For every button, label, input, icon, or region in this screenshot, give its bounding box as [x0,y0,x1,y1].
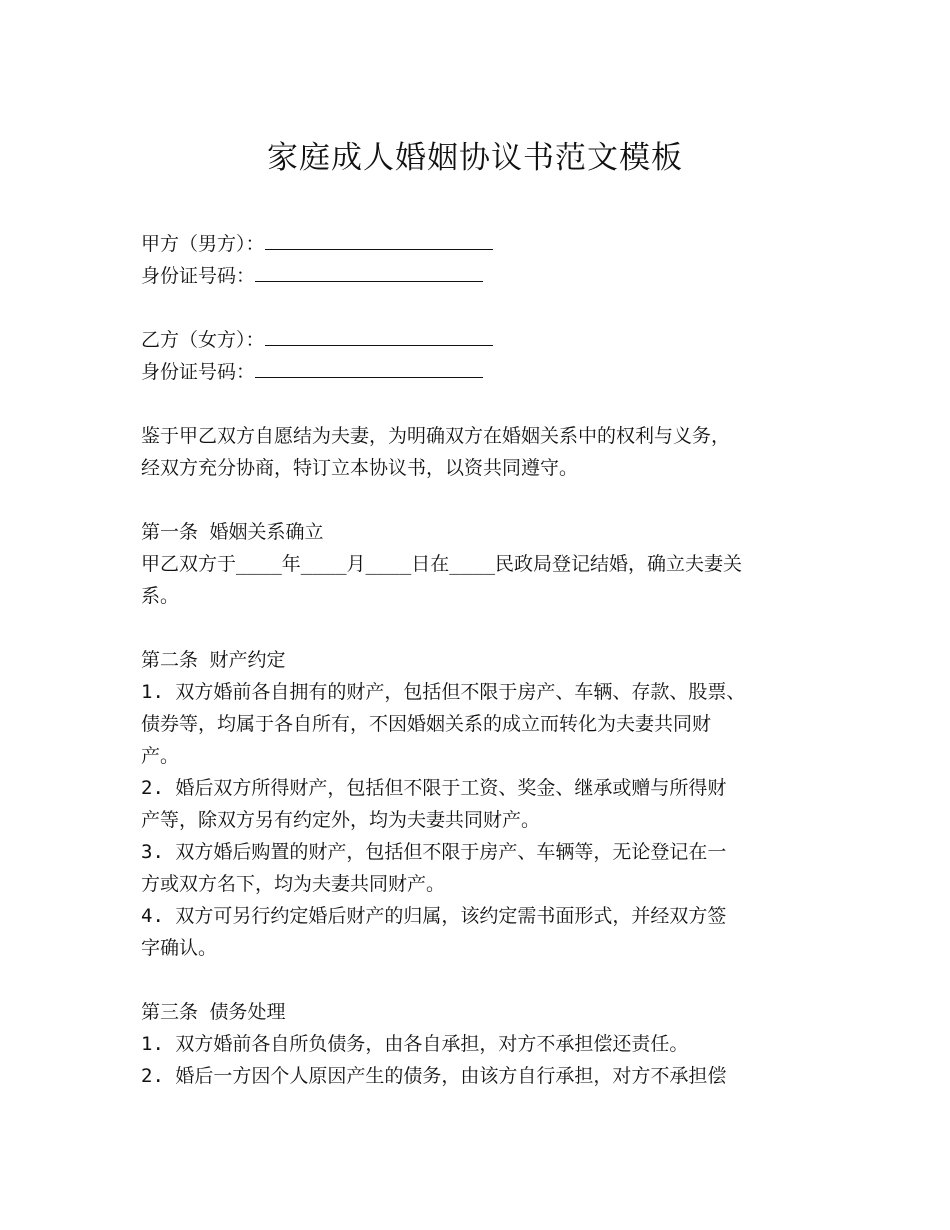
party-b-name-blank[interactable] [265,325,493,346]
party-b-id-line [141,356,841,388]
article-2-line: 3. 双方婚后购置的财产，包括但不限于房产、车辆等，无论登记在一 [141,841,727,863]
article-2-line: 产等，除双方另有约定外，均为夫妻共同财产。 [141,809,541,831]
article-3-line: 1. 双方婚前各自所负债务，由各自承担，对方不承担偿还责任。 [141,1033,689,1055]
article-2-heading: 第二条 财产约定 [141,649,286,671]
article-2-line: 1. 双方婚前各自拥有的财产，包括但不限于房产、车辆、存款、股票、 [141,681,746,703]
article-2-line: 债券等，均属于各自所有，不因婚姻关系的成立而转化为夫妻共同财 [141,713,712,735]
article-1-heading: 第一条 婚姻关系确立 [141,521,324,543]
spacer [141,292,841,324]
article-2-line: 4. 双方可另行约定婚后财产的归属，该约定需书面形式，并经双方签 [141,905,727,927]
spacer [141,612,841,644]
spacer [141,388,841,420]
article-2-line: 方或双方名下，均为夫妻共同财产。 [141,873,446,895]
party-b-label: 乙方（女方）： [141,329,265,351]
spacer [141,964,841,996]
article-2-line: 字确认。 [141,937,218,959]
party-b-id-blank[interactable] [255,357,483,378]
party-b-line [141,324,841,356]
party-a-name-blank[interactable] [265,229,493,250]
preamble-line: 鉴于甲乙双方自愿结为夫妻，为明确双方在婚姻关系中的权利与义务， [141,425,731,447]
party-b-id-label: 身份证号码： [141,361,256,383]
article-2-line: 产。 [141,745,180,767]
document-body [141,228,841,1092]
party-a-id-label: 身份证号码： [141,265,256,287]
party-a-id-blank[interactable] [255,261,483,282]
article-3-heading: 第三条 债务处理 [141,1001,286,1023]
party-a-line [141,228,841,260]
preamble-line: 经双方充分协商，特订立本协议书，以资共同遵守。 [141,457,579,479]
spacer [141,484,841,516]
article-3-line: 2. 婚后一方因个人原因产生的债务，由该方自行承担，对方不承担偿 [141,1065,727,1087]
article-2-line: 2. 婚后双方所得财产，包括但不限于工资、奖金、继承或赠与所得财 [141,777,727,799]
article-1-line: 甲乙双方于____年____月____日在____民政局登记结婚，确立夫妻关 [141,553,743,575]
article-1-line: 系。 [141,585,180,607]
document-title: 家庭成人婚姻协议书范文模板 [267,140,683,176]
party-a-id-line [141,260,841,292]
party-a-label: 甲方（男方）： [141,233,265,255]
